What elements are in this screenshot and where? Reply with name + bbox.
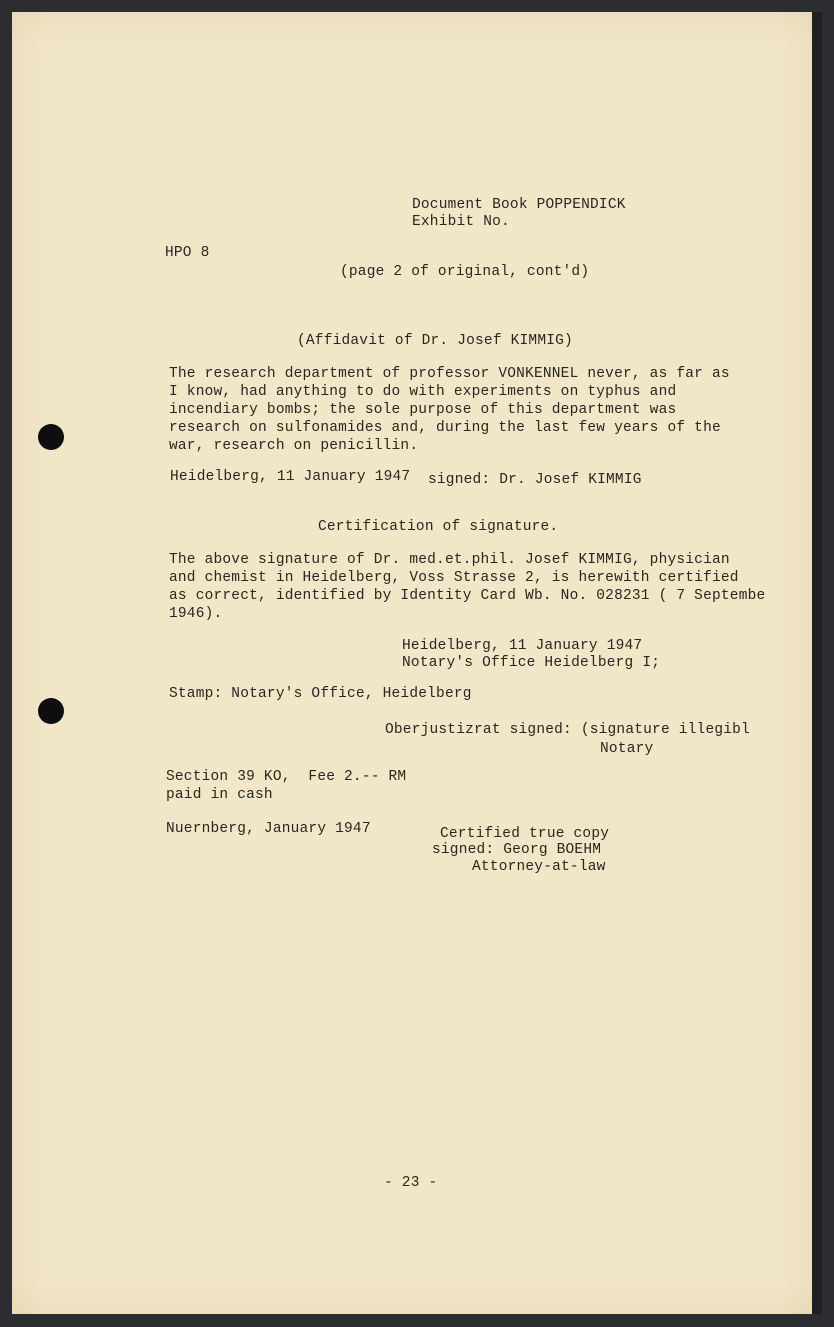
paid-in-cash: paid in cash (166, 787, 273, 803)
notary-place-date: Heidelberg, 11 January 1947 (402, 638, 643, 654)
certified-copy: Certified true copy (440, 826, 610, 842)
exhibit-number: Exhibit No. (412, 214, 510, 230)
signature-boehm: signed: Georg BOEHM (432, 842, 602, 858)
stamp-note: Stamp: Notary's Office, Heidelberg (169, 686, 472, 702)
body-line: research on sulfonamides and, during the last few years of the (169, 420, 721, 436)
body-line: The research department of professor VONKENNEL never, as far as (169, 366, 730, 382)
notary-office: Notary's Office Heidelberg I; (402, 655, 661, 671)
cert-line: as correct, identified by Identity Card Wb. No. 028231 ( 7 Septembe (169, 588, 766, 604)
body-line: I know, had anything to do with experiments on typhus and (169, 384, 677, 400)
signature-kimmig: signed: Dr. Josef KIMMIG (428, 472, 642, 488)
certification-title: Certification of signature. (318, 519, 559, 535)
page-number: - 23 - (384, 1175, 438, 1191)
document-ref: HPO 8 (165, 245, 210, 261)
fee-section: Section 39 KO, Fee 2.-- RM (166, 769, 407, 785)
body-line: war, research on penicillin. (169, 438, 419, 454)
nuernberg-date: Nuernberg, January 1947 (166, 821, 371, 837)
notary-label: Notary (600, 741, 654, 757)
punch-hole-bottom (38, 698, 64, 724)
cert-line: The above signature of Dr. med.et.phil. Josef KIMMIG, physician (169, 552, 730, 568)
scan-edge (812, 12, 822, 1314)
punch-hole-top (38, 424, 64, 450)
page-note: (page 2 of original, cont'd) (340, 264, 590, 280)
cert-line: 1946). (169, 606, 223, 622)
affidavit-title: (Affidavit of Dr. Josef KIMMIG) (297, 333, 573, 349)
oberjustizrat-signature: Oberjustizrat signed: (signature illegibl (385, 722, 750, 738)
place-date: Heidelberg, 11 January 1947 (170, 469, 411, 485)
cert-line: and chemist in Heidelberg, Voss Strasse 2, is herewith certified (169, 570, 739, 586)
doc-book-heading: Document Book POPPENDICK (412, 197, 626, 213)
attorney-label: Attorney-at-law (472, 859, 606, 875)
body-line: incendiary bombs; the sole purpose of this department was (169, 402, 677, 418)
